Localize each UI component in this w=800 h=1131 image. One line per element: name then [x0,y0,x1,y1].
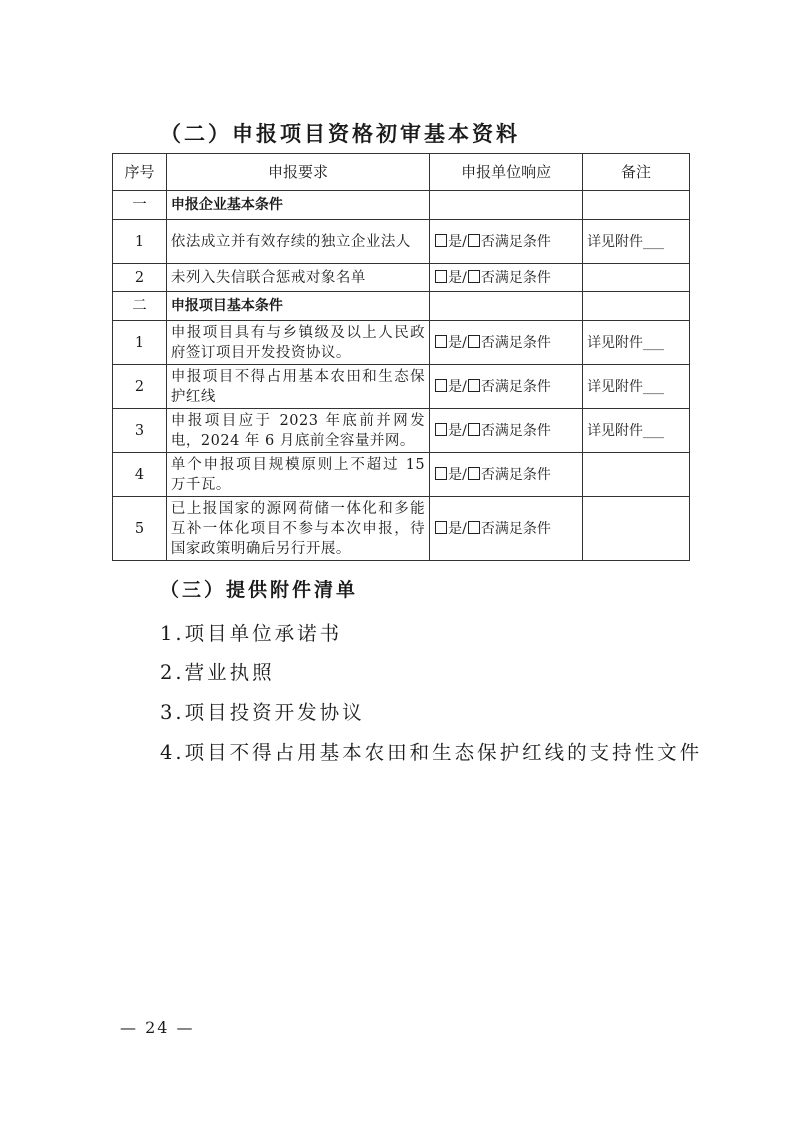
row-no: 2 [113,264,167,292]
header-response: 申报单位响应 [430,154,583,191]
row-remark: 详见附件___ [583,409,690,453]
row-requirement: 申报项目具有与乡镇级及以上人民政府签订项目开发投资协议。 [166,321,429,365]
attachment-item: 1.项目单位承诺书 [160,622,343,645]
checkbox-icon[interactable] [468,270,480,283]
qualification-table [112,153,690,561]
no-label: 否满足条件 [480,334,551,351]
row-requirement: 申报项目应于 2023 年底前并网发电，2024 年 6 月底前全容量并网。 [166,409,429,453]
checkbox-icon[interactable] [468,423,480,436]
row-response [430,264,583,292]
row-no: 1 [113,321,167,365]
section-title-basic-materials: （二）申报项目资格初审基本资料 [160,122,520,146]
row-requirement: 单个申报项目规模原则上不超过 15 万千瓦。 [166,453,429,497]
row-no: 2 [113,365,167,409]
row-response [430,220,583,264]
yes-label: 是/ [448,422,467,439]
row-response [430,321,583,365]
table-row [113,453,690,497]
row-response [430,453,583,497]
row-response [430,409,583,453]
header-requirement: 申报要求 [166,154,429,191]
row-no: 5 [113,497,167,561]
yes-label: 是/ [448,334,467,351]
table-row [113,264,690,292]
table-row [113,321,690,365]
empty-cell [430,191,583,220]
yes-label: 是/ [448,466,467,483]
row-requirement: 已上报国家的源网荷储一体化和多能互补一体化项目不参与本次申报，待国家政策明确后另行开展。 [166,497,429,561]
checkbox-icon[interactable] [468,335,480,348]
row-remark: 详见附件___ [583,321,690,365]
row-remark [583,497,690,561]
table-row [113,497,690,561]
empty-cell [583,191,690,220]
yes-label: 是/ [448,269,467,286]
checkbox-icon[interactable] [435,335,447,348]
row-no: 3 [113,409,167,453]
checkbox-icon[interactable] [435,521,447,534]
checkbox-icon[interactable] [435,234,447,247]
row-remark [583,264,690,292]
checkbox-icon[interactable] [435,467,447,480]
section-row [113,292,690,321]
page-number: — 24 — [120,1018,195,1037]
table-row [113,409,690,453]
row-requirement: 依法成立并有效存续的独立企业法人 [166,220,429,264]
yes-label: 是/ [448,520,467,537]
row-requirement: 未列入失信联合惩戒对象名单 [166,264,429,292]
row-response [430,497,583,561]
table-row [113,365,690,409]
no-label: 否满足条件 [480,378,551,395]
section-no: 二 [113,292,167,321]
row-remark [583,453,690,497]
row-response [430,365,583,409]
table-header-row [113,154,690,191]
yes-label: 是/ [448,233,467,250]
no-label: 否满足条件 [480,466,551,483]
attachment-item: 4.项目不得占用基本农田和生态保护红线的支持性文件 [160,741,703,764]
section-no: 一 [113,191,167,220]
row-requirement: 申报项目不得占用基本农田和生态保护红线 [166,365,429,409]
checkbox-icon[interactable] [435,270,447,283]
row-no: 4 [113,453,167,497]
section-title: 申报项目基本条件 [166,292,429,321]
no-label: 否满足条件 [480,520,551,537]
row-remark: 详见附件___ [583,365,690,409]
section-row [113,191,690,220]
checkbox-icon[interactable] [468,234,480,247]
no-label: 否满足条件 [480,422,551,439]
no-label: 否满足条件 [480,233,551,250]
attachment-item: 2.营业执照 [160,661,275,684]
row-no: 1 [113,220,167,264]
row-remark: 详见附件___ [583,220,690,264]
attachment-item: 3.项目投资开发协议 [160,701,365,724]
checkbox-icon[interactable] [468,467,480,480]
checkbox-icon[interactable] [468,521,480,534]
empty-cell [430,292,583,321]
no-label: 否满足条件 [480,269,551,286]
table-row [113,220,690,264]
header-remark: 备注 [583,154,690,191]
checkbox-icon[interactable] [435,423,447,436]
section-title-attachments: （三）提供附件清单 [160,579,359,601]
checkbox-icon[interactable] [468,379,480,392]
empty-cell [583,292,690,321]
yes-label: 是/ [448,378,467,395]
section-title: 申报企业基本条件 [166,191,429,220]
header-no: 序号 [113,154,167,191]
checkbox-icon[interactable] [435,379,447,392]
